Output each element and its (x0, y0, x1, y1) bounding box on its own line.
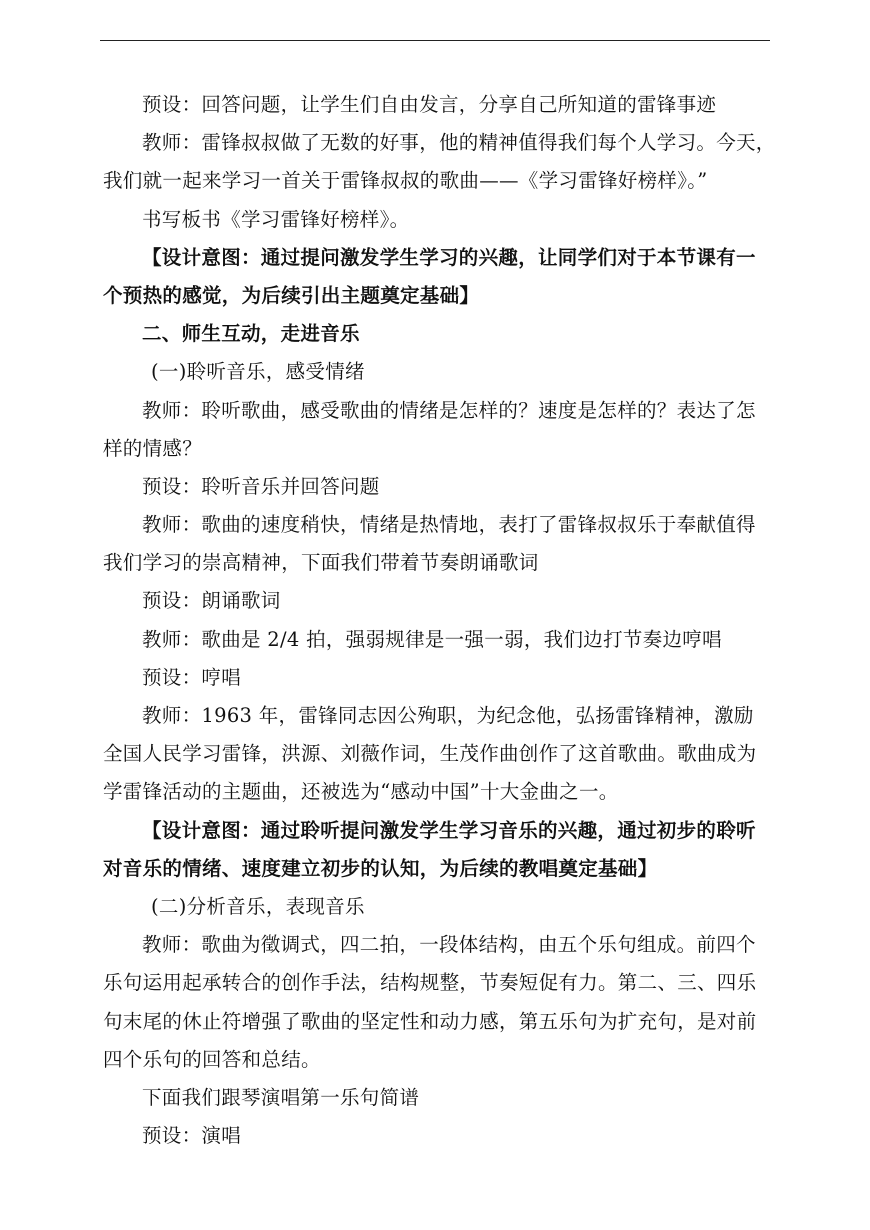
text-line: 教师：1963 年，雷锋同志因公殉职，为纪念他，弘扬雷锋精神，激励 (142, 704, 754, 727)
text-line: 预设：演唱 (142, 1124, 242, 1148)
text-line: 【设计意图：通过聆听提问激发学生学习音乐的兴趣，通过初步的聆听 (142, 818, 756, 842)
text-line: (一)聆听音乐，感受情绪 (151, 360, 365, 384)
text-line: 教师：歌曲的速度稍快，情绪是热情地，表打了雷锋叔叔乐于奉献值得 (142, 513, 756, 537)
text-line: 二、师生互动，走进音乐 (142, 322, 360, 346)
text-line: 教师：歌曲为徵调式，四二拍，一段体结构，由五个乐句组成。前四个 (142, 933, 756, 957)
text-line: 四个乐句的回答和总结。 (103, 1047, 321, 1071)
text-line: 我们就一起来学习一首关于雷锋叔叔的歌曲——《学习雷锋好榜样》。” (103, 169, 708, 193)
text-line: 样的情感？ (103, 436, 203, 460)
header-rule (100, 40, 770, 41)
text-line: 学雷锋活动的主题曲，还被选为“感动中国”十大金曲之一。 (103, 780, 619, 804)
text-line: 对音乐的情绪、速度建立初步的认知，为后续的教唱奠定基础】 (103, 856, 658, 880)
text-line: 句末尾的休止符增强了歌曲的坚定性和动力感，第五乐句为扩充句，是对前 (103, 1009, 757, 1033)
text-line: 预设：聆听音乐并回答问题 (142, 474, 380, 498)
text-line: 预设：朗诵歌词 (142, 589, 281, 613)
text-line: 预设：哼唱 (142, 665, 242, 689)
text-line: 预设：回答问题，让学生们自由发言，分享自己所知道的雷锋事迹 (142, 93, 717, 116)
text-line: 书写板书《学习雷锋好榜样》。 (142, 207, 410, 231)
text-line: 个预热的感觉，为后续引出主题奠定基础】 (103, 283, 480, 307)
text-line: 教师：聆听歌曲，感受歌曲的情绪是怎样的？速度是怎样的？表达了怎 (142, 398, 756, 422)
text-line: 全国人民学习雷锋，洪源、刘薇作词，生茂作曲创作了这首歌曲。歌曲成为 (103, 742, 757, 766)
text-line: 【设计意图：通过提问激发学生学习的兴趣，让同学们对于本节课有一 (142, 245, 756, 269)
text-line: (二)分析音乐，表现音乐 (151, 894, 365, 918)
document-body (103, 86, 776, 1155)
text-line: 教师：雷锋叔叔做了无数的好事，他的精神值得我们每个人学习。今天， (142, 131, 776, 155)
text-line: 下面我们跟琴演唱第一乐句简谱 (142, 1085, 420, 1109)
text-line: 教师：歌曲是 2/4 拍，强弱规律是一强一弱，我们边打节奏边哼唱 (142, 627, 722, 651)
text-line: 乐句运用起承转合的创作手法，结构规整，节奏短促有力。第二、三、四乐 (103, 971, 757, 995)
text-line: 我们学习的崇高精神，下面我们带着节奏朗诵歌词 (103, 551, 539, 575)
